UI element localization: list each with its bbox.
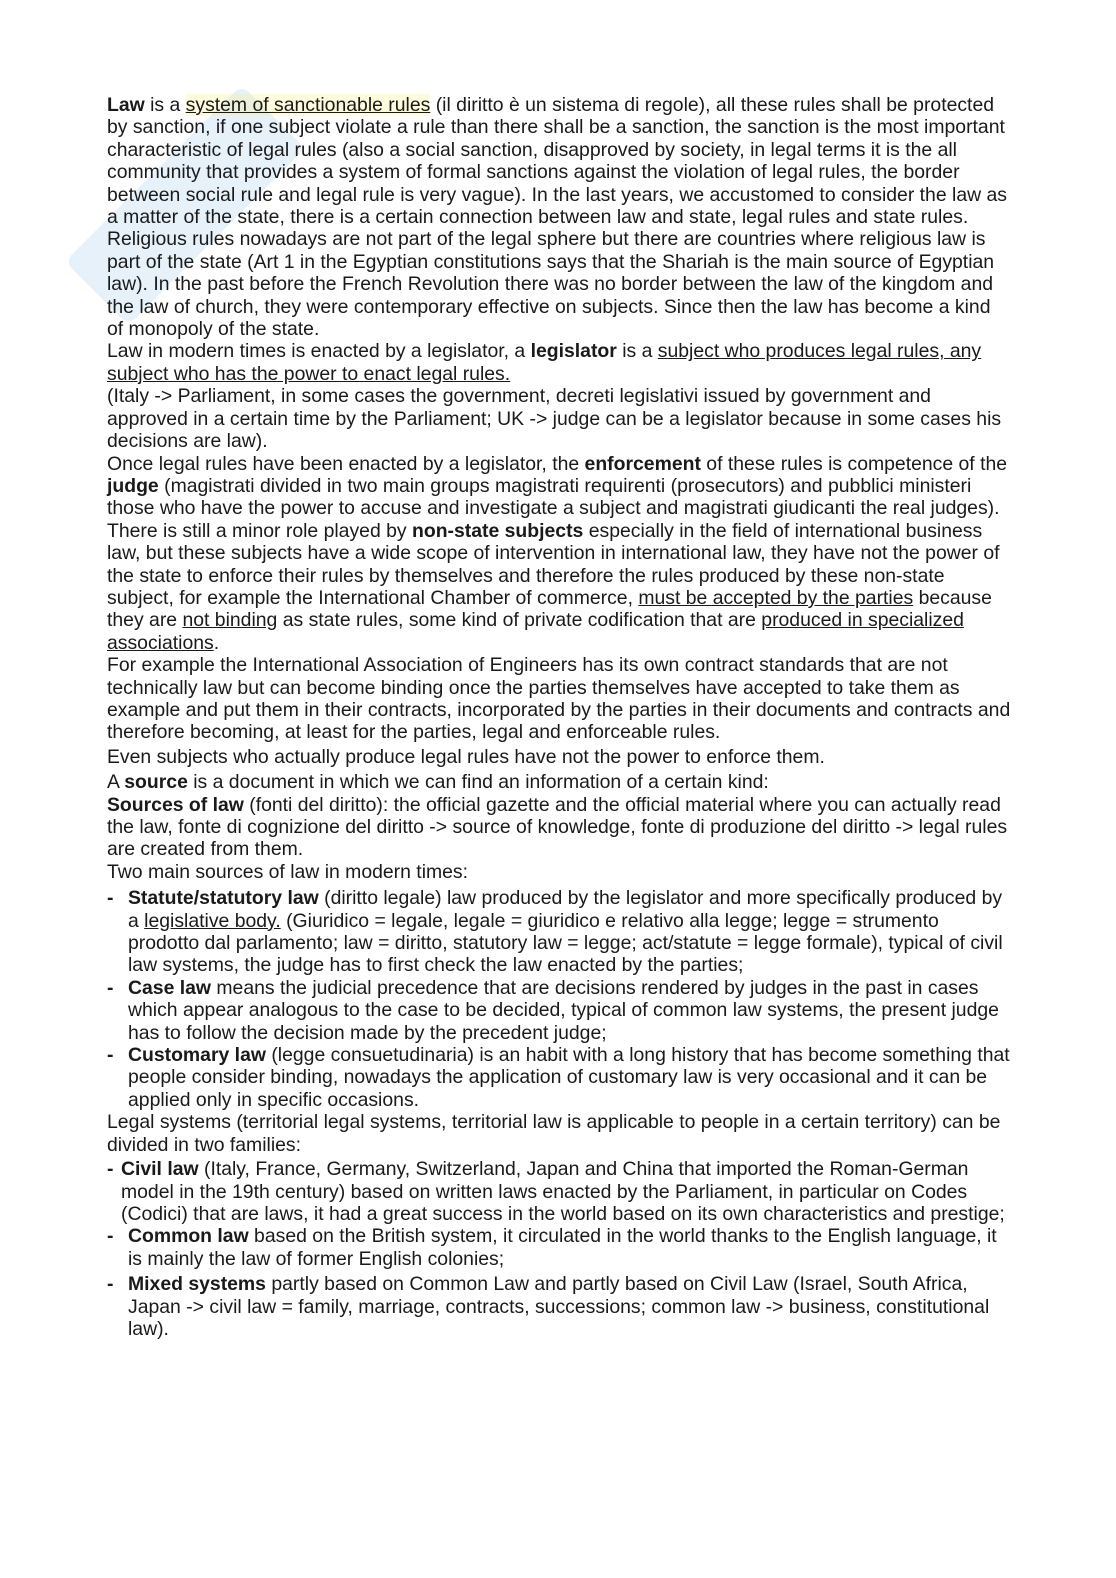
paragraph-italy-uk: (Italy -> Parliament, in some cases the government, decreti legislativi issued by government and approved in a certain time by the Parliament; UK -> judge can be a legislator because in some cases his decisions are law). bbox=[107, 385, 1002, 453]
term-sources-of-law: Sources of law bbox=[107, 793, 244, 816]
underline-accepted-by-parties: must be accepted by the parties bbox=[638, 586, 914, 609]
paragraph-source: A source is a document in which we can find an information of a certain kind: bbox=[107, 771, 769, 794]
paragraph-law-definition: Law is a system of sanctionable rules (il diritto è un sistema di regole), all these rules shall be protected by sanction, if one subject violate a rule than there shall be a sanction, the sanction is the most important characteristic of legal rules (also a social sanction, disapproved by society, in legal terms it is the all community that provides a system of formal sanctions against the violation of legal rules, the border between social rule and legal rule is very vague). In the last years, we accustomed to consider the law as a matter of the state, there is a certain connection between law and state, legal rules and state rules. bbox=[107, 94, 1007, 229]
paragraph-enforcement: Once legal rules have been enacted by a legislator, the enforcement of these rules is competence of the judge (magistrati divided in two main groups magistrati requirenti (prosecutors) and pubblici ministeri those who have the power to accuse and investigate a subject and magistrati giudicanti the real judges). bbox=[107, 452, 1008, 520]
term-judge: judge bbox=[107, 474, 159, 497]
paragraph-non-state: There is still a minor role played by non-state subjects especially in the field of international business law, but these subjects have a wide scope of intervention in international law, they have not the power of the state to enforce their rules by themselves and therefore the rules produced by these non-state subject, for example the International Chamber of commerce, must be accepted by the parties because they are not binding as state rules, some kind of private codification that are produced in specialized associations. bbox=[107, 519, 1000, 654]
list-item-statutory-law: - Statute/statutory law (diritto legale) law produced by the legislator and more specifically produced by a legislative body. (Giuridico = legale, legale = giuridico e relativo alla legge; legge = strumento prodotto dal parlamento; law = diritto, statutory law = legge; act/statute = legge formale), typical of civil law systems, the judge has to first check the law enacted by the parties; bbox=[107, 887, 1003, 977]
legal-families-list bbox=[107, 1158, 1012, 1340]
term-legislator: legislator bbox=[530, 340, 617, 363]
paragraph-two-sources: Two main sources of law in modern times: bbox=[107, 860, 469, 883]
list-item-case-law: - Case law means the judicial precedence that are decisions rendered by judges in the past in cases which appear analogous to the case to be decided, typical of common law systems, the present judge has to follow the decision made by the precedent judge; bbox=[107, 976, 999, 1044]
list-item-customary-law: - Customary law (legge consuetudinaria) is an habit with a long history that has become something that people consider binding, nowadays the application of customary law is very occasional and it can be applied only in specific occasions. bbox=[107, 1044, 1010, 1111]
sources-list bbox=[107, 887, 1012, 1111]
underline-sanctionable-rules: system of sanctionable rules bbox=[185, 94, 431, 116]
paragraph-enforce: Even subjects who actually produce legal rules have not the power to enforce them. bbox=[107, 745, 825, 768]
paragraph-legislator: Law in modern times is enacted by a legislator, a legislator is a subject who produces legal rules, any subject who has the power to enact legal rules. bbox=[107, 340, 982, 385]
term-non-state-subjects: non-state subjects bbox=[412, 519, 584, 542]
underline-not-binding: not binding bbox=[182, 609, 278, 632]
list-item-civil-law: - Civil law (Italy, France, Germany, Switzerland, Japan and China that imported the Roman-German model in the 19th century) based on written laws enacted by the Parliament, in particular on Codes (Codici) that are laws, it had a great success in the world based on its own characteristics and prestige; bbox=[107, 1158, 1005, 1225]
term-source: source bbox=[124, 771, 188, 794]
list-item-common-law: - Common law based on the British system, it circulated in the world thanks to the English language, it is mainly the law of former English colonies; bbox=[107, 1225, 997, 1270]
paragraph-sources-of-law: Sources of law (fonti del diritto): the official gazette and the official material where you can actually read the law, fonte di cognizione del diritto -> source of knowledge, fonte di produzione del diritto -> legal rules are created from them. bbox=[107, 793, 1008, 861]
paragraph-religious-rules: Religious rules nowadays are not part of the legal sphere but there are countries where religious law is part of the state (Art 1 in the Egyptian constitutions says that the Shariah is the main source of Egyptian law). In the past before the French Revolution there was no border between the law of the kingdom and the law of church, they were contemporary effective on subjects. Since then the law has become a kind of monopoly of the state. bbox=[107, 228, 995, 341]
paragraph-legal-systems: Legal systems (territorial legal systems, territorial law is applicable to people in a certain territory) can be divided in two families: bbox=[107, 1111, 1001, 1156]
underline-specialized-associations: produced in specialized associations bbox=[107, 609, 964, 654]
list-item-mixed-systems: - Mixed systems partly based on Common Law and partly based on Civil Law (Israel, South Africa, Japan -> civil law = family, marriage, contracts, successions; common law -> business, constitutional law). bbox=[107, 1273, 990, 1340]
term-law: Law bbox=[107, 94, 145, 116]
term-enforcement: enforcement bbox=[584, 452, 701, 475]
paragraph-engineers: For example the International Association of Engineers has its own contract standards that are not technically law but can become binding once the parties themselves have accepted to take them as example and put them in their contracts, incorporated by the parties in their documents and contracts and therefore becoming, at least for the parties, legal and enforceable rules. bbox=[107, 654, 1011, 744]
underline-legislator-def: subject who produces legal rules, any subject who has the power to enact legal rules. bbox=[107, 340, 982, 385]
document-page bbox=[107, 94, 1012, 1340]
